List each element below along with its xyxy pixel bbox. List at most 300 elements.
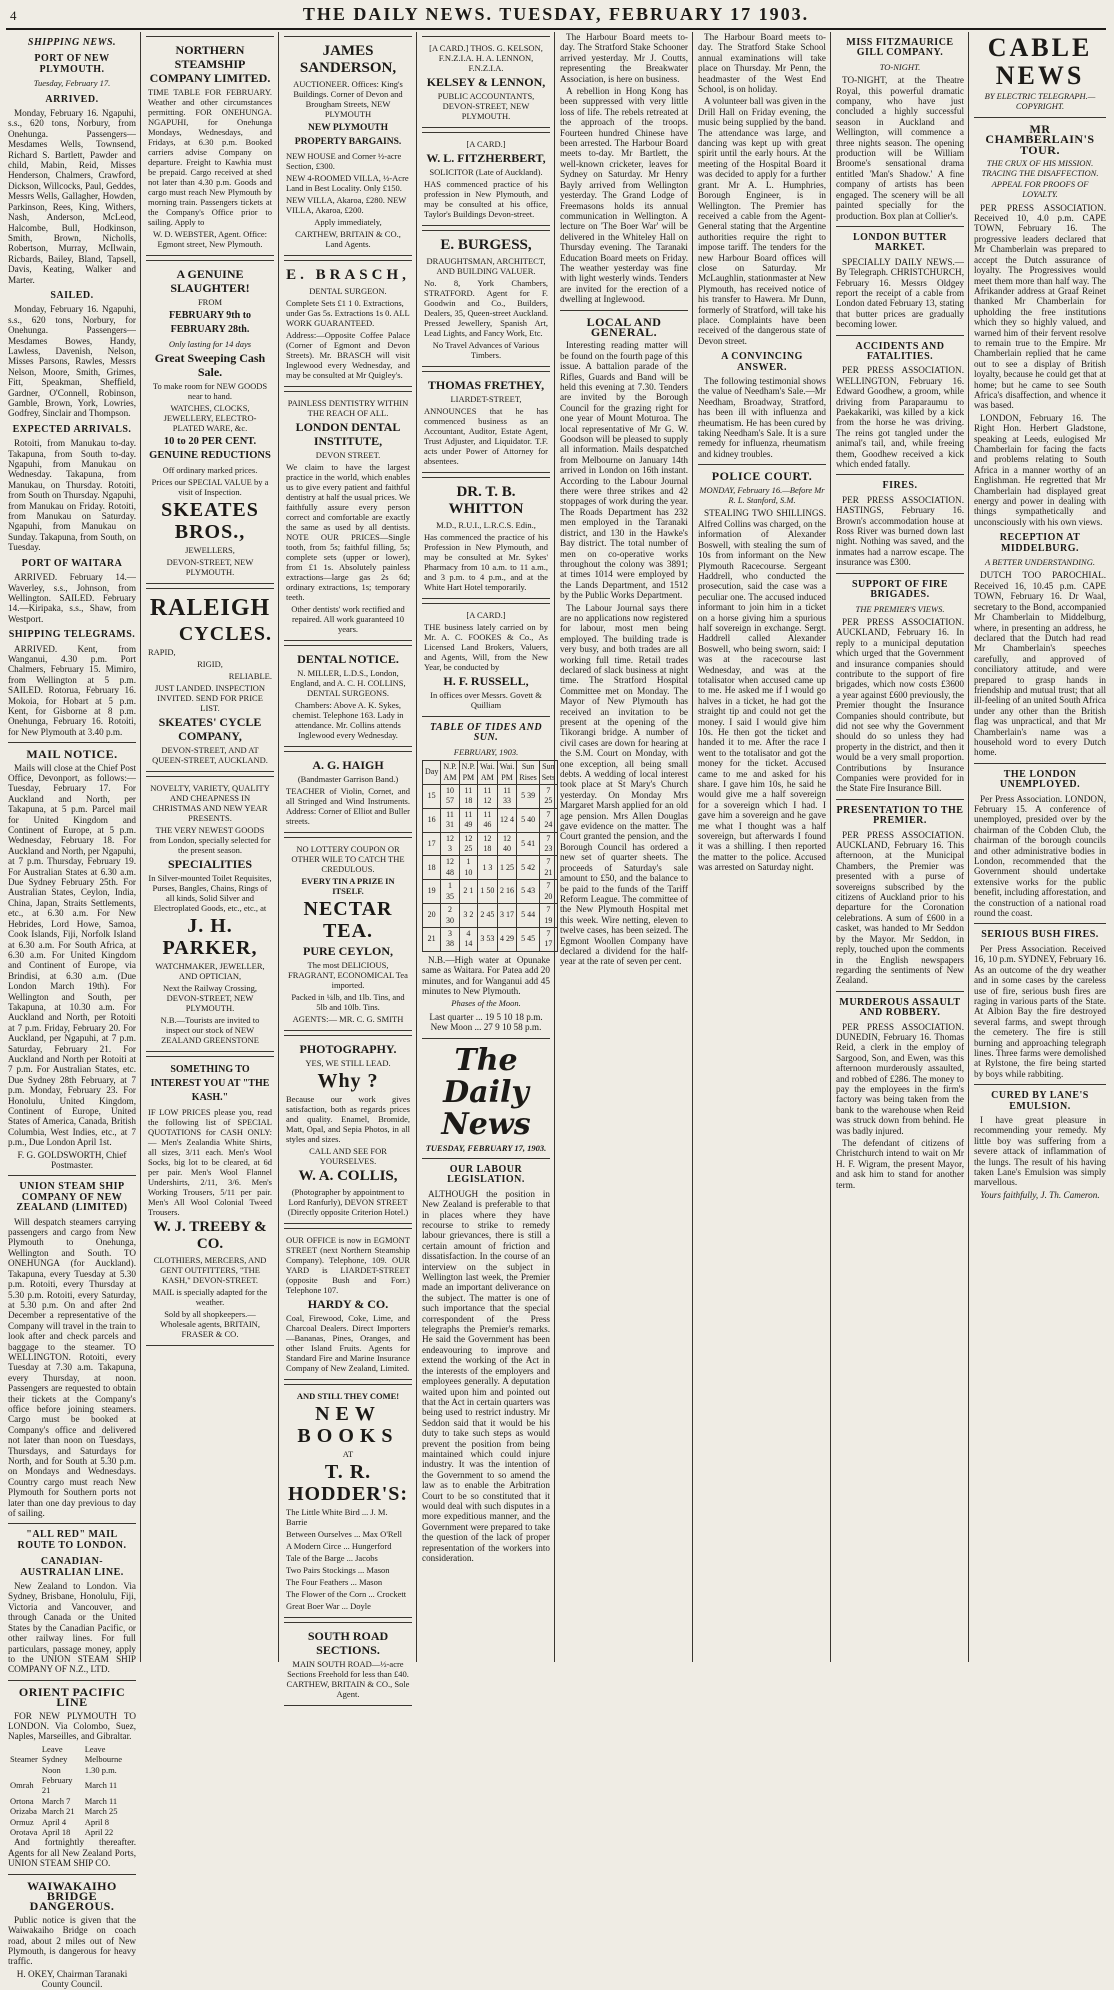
ad-text: NEW VILLA, Akaroa, £280. NEW VILLA, Akaroa, £200. [286,195,407,215]
table-cell: Sun Rises [517,761,539,785]
advertisement [284,1622,412,1706]
ad-signature: CARTHEW, BRITAIN & CO., Land Agents. [295,229,401,249]
column-8 [974,32,1106,1662]
table-cell: 5 42 [517,856,539,880]
ad-brand: A. G. HAIGH [312,758,384,772]
article-text: PER PRESS ASSOCIATION. Received 10, 4.0 p.m. CAPE TOWN, February 16. The progressive leaders declared that Mr Chamberlain was prepared to accept the Dutch assurance of loyalty. The Progressives would meet them more than half way. The Afrikander address at Graaf Reinet thanked Mr Chamberlain for upholding the free institutions which they so highly valued, and warned him of their fervent resolve to remain true to the Empire. Mr Chamberlain replied that he came out to see a display of British loyalty, because he could get that at home; but he came to see South Africa's disaffection, and whence it was based. [974,202,1106,411]
ad-text: No. 8, York Chambers, STRATFORD. Agent for F. Goodwin and Co., Builders, Dealers, 35, Queen-street Auckland. Pressed Jewellery, Spanish Art, Lead Lights, and Fancy Work, Etc. [424,278,548,338]
advertisement [284,1384,412,1618]
advertisement [284,1035,412,1224]
article-text: Last quarter ... 19 5 10 18 p.m. New Moon ... 27 9 10 58 p.m. [429,1011,543,1033]
ad-brand: W. L. FITZHERBERT, [426,151,546,165]
divider [974,1084,1106,1085]
table-cell: 2 45 [478,904,498,928]
table-cell: 11 18 [459,785,477,809]
table-cell: Leave Melbourne 1.30 p.m. [84,1743,122,1775]
ad-text: CALL AND SEE FOR YOURSELVES. [309,1146,387,1166]
section-heading: MAIL NOTICE. [26,747,118,762]
article-text: Interesting reading matter will be found on the fourth page of this issue. A battalion parade of the Rifles, Guards and Band will be held this evening at 7.30. Tenders are invited by the Borough Council for the grazing right for one year of Mount Moturoa. The local representative of Mr G. W. Goodson will be pleased to supply all information. Mails despatched from Melbourne on January 14th arrived in London on 16th instant. According to the Labour Journal there were three strikes and 42 stoppages of work during the year. The Roads Department has 232 men employed in the Taranaki district, and 130 in the Hawke's Bay district. The total number of men on co-operative works throughout the colony was 3891; at times 1014 were employed by the Lands Department, and 1512 by the Public Works Department. [560,340,688,601]
article-text: SPECIALLY DAILY NEWS.—By Telegraph. CHRISTCHURCH, February 16. Messrs Oldgey report the receipt of a cable from London dated February 13, stating that butter prices are gradually becoming lower. [836,256,964,330]
table-cell: 7 17 [539,927,557,951]
divider [836,335,964,336]
ad-text: EVERY TIN A PRIZE IN ITSELF. [301,876,395,896]
ad-text: THE business lately carried on by Mr. A. C. FOOKES & Co., As Licensed Land Brokers, Valuers, and Agents, Will, from the New Year, be conducted by [424,622,548,672]
ad-text: The most DELICIOUS, FRAGRANT, ECONOMICAL Tea imported. [288,960,408,990]
ad-text: Why ? [317,1070,379,1092]
ad-text: DEVON-STREET, AND AT QUEEN-STREET, AUCKLAND. [152,745,268,765]
advertisement [284,837,412,1031]
ad-brand: KELSEY & LENNON, [426,75,546,89]
table-cell: 7 23 [539,832,557,856]
ad-signature: W. D. WEBSTER, Agent. Office: Egmont street, New Plymouth. [152,229,268,249]
ad-title: A GENUINE SLAUGHTER! [170,267,250,295]
list-item: The Little White Bird ... J. M. Barrie [286,1507,388,1527]
masthead-title: THE DAILY NEWS. TUESDAY, FEBRUARY 17 1903. [302,4,810,24]
ad-text: Complete Sets £1 1 0. Extractions, under Gas 5s. Extractions 1s 0. ALL WORK GUARANTEED. [286,298,410,328]
article-text: The Harbour Board meets to-day. The Stratford Stake School annual examinations will take place on Thursday. Mr Penn, the headmaster of the West End School, is on holiday. [698,32,826,95]
ad-text: JUST LANDED. INSPECTION INVITED. SEND FOR PRICE LIST. [154,683,266,713]
ad-text: Coal, Firewood, Coke, Lime, and Charcoal Dealers. Direct Importers—Bananas, Pines, Oranges, and other Island Fruits. Agents for Standard Fire and Marine Insurance Company of New Zealand, Limited. [286,1313,410,1373]
advertisement [284,36,412,256]
table-cell: N.P. AM [441,761,459,785]
table-cell: 1 50 [478,880,498,904]
ad-text: YES, WE STILL LEAD. [305,1058,391,1068]
section-heading: ACCIDENTS AND FATALITIES. [855,340,945,362]
divider [422,1038,550,1039]
signature: F. G. GOLDSWORTH, Chief Postmaster. [17,1149,127,1171]
article-text: New Zealand to London. Via Sydney, Brisbane, Honolulu, Fiji, Victoria and Vancouver, and through Canada or the United States by the Canadian Pacific, or other railway lines. For full particulars, passage money, apply to the UNION STEAM SHIP COMPANY OF N.Z., LTD. [8,1581,136,1675]
divider [836,573,964,574]
article-text: The Harbour Board meets to-day. The Stratford Stake Schooner arrived yesterday. Mr J. Coutts, representing the Breakwater Association, is here on business. [560,32,688,84]
advertisement [146,588,274,772]
table-cell: 15 [423,785,441,809]
section-subheading: A BETTER UNDERSTANDING. [985,557,1095,568]
table-cell: 17 [423,832,441,856]
table-row [423,927,558,951]
section-heading: CURED BY LANE'S EMULSION. [991,1090,1089,1112]
table-cell: 5 39 [517,785,539,809]
advertisement [284,645,412,747]
ad-text: TIME TABLE FOR FEBRUARY. Weather and other circumstances permitting. FOR ONEHUNGA. NGAPUHI, for Onehunga Mondays, Wednesdays, and Fridays, at 6.30 p.m. Booked carriers advise Company on departure. Freight to Kawhia must be prepaid. Cargo received at shed not later than 4.30 p.m. Goods and cargo must reach New Plymouth by morning train. Passengers tickets at the Company's Office prior to sailing. Apply to [148,87,272,227]
table-cell: 4 29 [497,927,517,951]
table-header [8,1744,136,1775]
table-cell: 7 20 [539,880,557,904]
column-2 [146,32,274,1662]
article-text: A rebellion in Hong Kong has been suppressed with very little loss of life. The rebels retreated at the approach of the troops. Fourteen hundred Chinese have been arrested. The Harbour Board meets to-day. Mr Bartlett, the well-known cricketer, leaves for Sydney on Saturday. Mr Henry Bayly arrived from Wellington yesterday. The Grand Lodge of Freemasons holds its annual communication in Wellington. A lecture on 'The Boer War' will be delivered in the Whiteley Hall on Thursday evening. The Taranaki Education Board meets on Friday. The weather yesterday was fine with light westerly winds. Tenders are invited for the erection of a dwelling at Inglewood. [560,86,688,305]
ad-text: Has commenced the practice of his Profession in New Plymouth, and may be consulted at Mr. Sykes' Pharmacy from 10 a.m. to 11 a.m., and 3 p.m. to 4 p.m., and at the White Hart Hotel temporarily. [424,532,548,592]
table-cell: March 25 [84,1806,118,1817]
table-cell: March 7 [41,1795,71,1806]
article-text: Per Press Association. Received 16, 10 p.m. SYDNEY, February 16. As an outcome of the dry weather and in some cases by the careless use of fire, serious bush fires are raging in various parts of the State. At Albion Bay the fire destroyed several farms, and swept through the cemetery. The fire is still burning and approaching telegraph lines. Three farms were demolished at Rylstone, the fire being started by boys while rabbiting. [974,943,1106,1079]
masthead [6,2,1106,30]
tide-table [422,760,558,952]
table-row [423,904,558,928]
ad-brand: H. F. RUSSELL, [443,674,529,688]
page-number: 4 [10,8,18,23]
list-item: The Flower of the Corn ... Crockett [286,1589,407,1599]
paper-nameplate: The Daily News [441,1042,531,1142]
ad-text: N.B.—Tourists are invited to inspect our stock of NEW ZEALAND GREENSTONE [160,1015,260,1045]
ad-text: SOLICITOR (Late of Auckland). [429,167,543,177]
signature: H. OKEY, Chairman Taranaki County Council. [16,1968,128,1990]
article-text: STEALING TWO SHILLINGS. Alfred Collins was charged, on the information of Alexander Boswell, with stealing the sum of 10s from informant on the New Plymouth Racecourse. Sergeant Haddrell, who conducted the prosecution, said the case was a peculiar one. The accused induced informant to join him in a ticket on a horse giving him a spurious half sovereign in exchange. Sergt. Haddrell called Alexander Boswell, who being sworn, said: I was at the racecourse last Wednesday, and was at the totalisator when accused came up to me. He asked me if I would go halves in a ticket, he had got the straight tip and could not get the money. I said I would give him 10s. He then got the ticket and handed it to me. After the race I went to the totalisator and got the money for the ticket. Accused came to me and asked for his share. I gave him 10s, he said he would give me a half sovereign for a sovereign which I had. I gave him a sovereign and he gave me what I thought was a half sovereign, but afterwards I found it was a shilling. I then reported the matter to the police. Accused was arrested on Saturday night. [698,508,826,873]
table-header [423,761,558,785]
ad-text: (Bandmaster Garrison Band.) [297,774,399,784]
article-text: TO-NIGHT, at the Theatre Royal, this powerful dramatic company, who have just concluded a highly successful season in Auckland and Wellington, will commence a three nights season. The opening production will be William Broome's sensational drama entitled 'Man's Shadow.' A fine company of artists has been engaged. The scenery will be all painted specially for the production. Box plan at Collier's. [836,75,964,221]
table-cell: Orizaba [10,1806,37,1817]
table-cell: 12 3 [441,832,459,856]
section-heading: FIRES. [882,480,918,492]
list-item: Between Ourselves ... Max O'Rell [286,1529,403,1539]
advertisement [284,1228,412,1380]
ad-brand: THOMAS FRETHEY, [427,378,545,392]
table-cell: Wai. PM [497,761,517,785]
column-rule [278,32,279,1662]
ad-title: SPECIALITIES [167,857,253,871]
article-text: LONDON, February 16. The Right Hon. Herbert Gladstone, speaking at Leeds, eulogised Mr Chamberlain for facing the facts and problems relating to South Africa in a manner worthy of an Englishman. He regretted that Mr Chamberlain had displayed great energy and power in dealing with things sympathetically and unconsciously with his own views. [974,412,1106,527]
ad-brand: LONDON DENTAL INSTITUTE, [295,420,401,448]
advertisement [422,371,550,473]
ad-text: Next the Railway Crossing, DEVON-STREET, NEW PLYMOUTH. [163,983,257,1013]
table-cell: 2 16 [497,880,517,904]
ad-text: Packed in ¼lb, and 1lb. Tins, and 5lb and 10lb. Tins. [291,992,405,1012]
ad-brand: J. H. PARKER, [162,915,258,959]
section-heading: LOCAL AND GENERAL. [586,314,662,339]
divider [836,991,964,992]
ad-brand: RALEIGH [149,595,271,621]
ad-brand: NECTAR TEA. [303,898,393,942]
column-rule [140,32,141,1662]
article-text: ALTHOUGH the position in New Zealand is preferable to that in places where they have recourse to strike to remedy labour grievances, there is still a certain amount of friction and dissatisfaction. In the course of an interview on the subject in Wellington last week, the Premier made an important deliverance on the subject. The matter is one of such importance that the special correspondent of the Press telegraphs the Premier's remarks. He said the Government has been endeavouring to improve and extend the working of the Act in the interests of the employers and employees generally. A deputation waited upon him and pointed out that the Act in certain quarters was being used to restrict industry. Mr Seddon said that it would be his duty to take such steps as would prevent the position from being maintained which could injure industry. It was the intention of the Government to so amend the law as to enable the Arbitration Court to be so constituted that it would deal with such disputes in a more expeditious manner, and the Government were prepared to take the question of the lack of proper representation of the workers into consideration. [422,1188,550,1563]
column-3 [284,32,412,1699]
ad-text: No Travel Advances of Various Timbers. [432,340,540,360]
ad-brand: W. A. COLLIS, [298,1168,398,1184]
advertisement [284,751,412,833]
ad-brand: SKEATES BROS., [161,499,259,543]
ad-text: PUBLIC ACCOUNTANTS, DEVON-STREET, NEW PLYMOUTH. [437,91,535,121]
article-text: Rotoiti, from Manukau to-day. Takapuna, from South to-day. Ngapuhi, from Manukau on Wednesday. Takapuna, from Manukau, on Thursday. Rotoiti, from South on Thursday. Ngapuhi, from Manukau on Friday. Rotoiti, from Manukau on Saturday. Ngapuhi, from Manukau on Sunday. Takapuna, from South, on Tuesday. [8,438,136,553]
ad-text: JEWELLERS, [185,545,235,555]
ad-text: In Silver-mounted Toilet Requisites, Purses, Bangles, Chains, Rings of all kinds, Solid Silver and Electroplated Goods, etc., etc., at [148,873,272,913]
section-heading: POLICE COURT. [711,469,813,484]
section-heading: ARRIVED. [45,93,99,105]
article-text: A volunteer ball was given in the Drill Hall on Friday evening, the music being supplied by the band. The attendance was large, and dancing was kept up with great spirit until the early hours. At the meeting of the Hospital Board it was decided to apply for a further grant. Mr A. L. Humphries, Borough Engineer, is in Wellington. The Premier has received a cable from the Agent-General stating that the Argentine authorities require the right to impose tariff. The tenders for the new Harbour Board offices will close on Saturday. Mr McLaughlin, stationmaster at New Plymouth, has received notice of his transfer to Hawera. Mr Dunn, formerly of Stratford, will take his place. Complaints have been received of the dangerous state of Devon street. [698,96,826,346]
ad-text: MAIN SOUTH ROAD—½-acre Sections Freehold for less than £40. CARTHEW, BRITAIN & CO., Sole Agent. [286,1659,410,1699]
table-cell: April 22 [84,1827,114,1837]
column-5 [560,32,688,1662]
advertisement [146,1056,274,1346]
ad-text: ANNOUNCES that he has commenced business as an Accountant, Auditor, Estate Agent, Trust Adjuster, and Liquidator. T.F. acts under Power of Attorney for absentees. [424,406,548,466]
ad-text: NO LOTTERY COUPON OR OTHER WILE TO CATCH THE CREDULOUS. [291,844,405,874]
advertisement [422,230,550,367]
ad-text: FEBRUARY 9th to FEBRUARY 28th. [168,310,252,335]
table-cell: 1 10 [459,856,477,880]
table-row [8,1796,136,1806]
article-text: The following testimonial shows the value of Needham's Sale.—Mr Needham, Broadway, Stratford, has been ill with influenza and rheumatism. He has been cured by taking Needham's Sale. It is a sure remedy for influenza, rheumatism and kidney troubles. [698,376,826,459]
section-heading: TABLE OF TIDES AND SUN. [429,722,543,744]
table-cell: February 21 [41,1774,73,1796]
table-cell: Leave Sydney Noon [41,1743,68,1775]
table-cell: 12 40 [497,832,517,856]
ad-text: OUR OFFICE is now in EGMONT STREET (next Northern Steamship Company). Telephone, 109. OUR YARD is LIARDET-STREET (opposite Bush and Forr.) Telephone 107. [286,1235,410,1295]
article-text: I have great pleasure in recommending your remedy. My little boy was suffering from a severe attack of inflammation of the lungs. The result of his having taken Lane's Emulsion was simply marvellous. [974,1114,1106,1188]
table-cell: 11 33 [497,785,517,809]
column-rule [830,32,831,1662]
table-cell: 1 35 [441,880,459,904]
article-text: Mails will close at the Chief Post Office, Devonport, as follows:— Tuesday, February 17. For Auckland and North, per Takapuna, at 5 p.m. Parcel mail for United Kingdom and Continent of Europe, at 5 p.m. Wednesday, February 18. For Auckland and North, per Ngapuhi, at 7 p.m. Thursday, February 19. For Australian States at 6.30 a.m. Due Sydney February 25th. For Australian States, Ceylon, India, China, Japan, Straits Settlements, etc., at 6.30 a.m. For New Hebrides, Lord Howe, Samoa, Cook Islands, Fiji, Norfolk Island at 6.30 a.m. For South Africa, at 6.30 a.m. For United Kingdom and Continent of Europe, via Brindisi, at 6.30 a.m. (Due London March 19th). For Wellington and South, per Takapuna, at 10.30 a.m. For Auckland and North, per Rotoiti at 7 p.m. Friday, February 20. For Auckland, per Ngapuhi, at 7 p.m. Saturday, February 21. For Auckland and North per Rotoiti at 7 p.m. For Australian States, etc. Due Sydney 28th February, at 7 p.m. Monday, February 23. For Honolulu, United Kingdom, Continent of Europe, United States of America, Canada, British Columbia, West Indies, etc., at 7 p.m., Due London April 1st. [8,762,136,1148]
table-cell: 21 [423,927,441,951]
list-item: The Four Feathers ... Mason [286,1577,383,1587]
table-cell: 2 1 [459,880,477,904]
ad-title: NEW PLYMOUTH PROPERTY BARGAINS. [294,123,402,147]
article-text: ARRIVED. Kent, from Wanganui, 4.30 p.m. Port Chalmers, February 15. Mimiro, from Wellington at 5 p.m. SAILED. Rotorua, February 16. Mokoia, for Hobart at 5 p.m. Kent, for Gisborne at 8 p.m. Onehunga, February 16. Rotoiti, for New Plymouth at 3.40 p.m. [8,643,136,737]
table-cell: 1 3 [478,856,498,880]
article-text: And fortnightly thereafter. Agents for all New Zealand Ports, UNION STEAM SHIP CO. [8,1837,136,1869]
section-heading: SUPPORT OF FIRE BRIGADES. [851,578,949,601]
divider [8,1874,136,1875]
table-cell: April 18 [41,1827,71,1837]
table-cell: 11 46 [478,808,498,832]
ad-brand: DR. T. B. WHITTON [448,484,524,517]
table-cell: Steamer [10,1754,38,1765]
ad-text: WATCHMAKER, JEWELLER, AND OPTICIAN, [155,961,265,981]
table-row [423,880,558,904]
ad-text: [A CARD.] [466,139,506,149]
column-rule [968,32,969,1662]
dateline: Tuesday, February 17. [33,78,111,89]
ad-text: AUCTIONEER. Offices: King's Buildings. Corner of Devon and Brougham Streets, NEW PLYMOUTH [293,79,403,119]
list-item: Great Boer War ... Doyle [286,1601,371,1611]
divider [560,310,688,311]
section-heading: ORIENT PACIFIC LINE [18,1684,126,1710]
article-text: Monday, February 16. Ngapuhi, s.s., 620 tons, Norbury, from Onehunga. Passengers—Mesdames Wells, Townsend, Richard S. Bartlett, Pawder and child, Mabin, Reid, Misses Henderson, Chalmers, Crawford, Dickson, Willcocks, Paul, Geddes, Messrs Wells, Gallagher, Howden, Parkinson, Rees, King, Withers, Nash, Anderson, McLeod, Halcombe, Bull, Hodkinson, Smith, Brown, Nicholls, Robertson, Murray, McIlwain, Ricbards, Bailey, Bland, Tapsell, Davis, Keating, Walker and Marter. [8,108,136,285]
ad-text: Because our work gives satisfaction, both as regards prices and quality. Enamel, Bromide, Matt, Opal, and Sepia Photos, in all styles and sizes. [286,1094,410,1144]
ad-text: N. MILLER, L.D.S., London, England, and A. C. H. COLLINS, DENTAL SURGEONS. [290,668,406,698]
table-cell: 3 17 [497,904,517,928]
article-text: PER PRESS ASSOCIATION. DUNEDIN, February 16. Thomas Reid, a clerk in the employ of Sargood, Son, and Ewen, was this afternoon murderously assaulted, and robbed of £286. The money to pay the employees in the firm's factory was being taken from the bank to the warehouse when Reid was struck down from behind. He was badly injured. [836,1021,964,1136]
column-6 [698,32,826,1662]
table-cell: March 11 [84,1795,118,1806]
ad-text: LIARDET-STREET, [450,394,522,404]
ad-text: FROM [197,297,223,307]
ad-brand: W. J. TREEBY & CO. [153,1219,267,1252]
section-subheading: THE CRUX OF HIS MISSION. TRACING THE DISAFFECTION. APPEAL FOR PROOFS OF LOYALTY. [981,158,1099,200]
ad-text: DENTAL SURGEON. [309,286,387,296]
divider [836,474,964,475]
table-cell: April 4 [41,1816,67,1827]
table-cell: 5 44 [517,904,539,928]
section-heading: A CONVINCING ANSWER. [721,351,803,373]
ad-text: To make room for NEW GOODS near to hand. [152,381,268,401]
section-subheading: Phases of the Moon. [451,998,521,1009]
table-cell: 1 25 [497,856,517,880]
ad-text: DEVON-STREET, NEW PLYMOUTH. [166,557,254,577]
ad-text: PAINLESS DENTISTRY WITHIN THE REACH OF ALL. [287,398,409,418]
section-heading: EXPECTED ARRIVALS. [12,423,132,435]
ad-text: 10 to 20 PER CENT. GENUINE REDUCTIONS [149,436,271,461]
ad-text: Other dentists' work rectified and repaired. All work guaranteed 10 years. [291,604,405,634]
table-cell: 7 25 [539,785,557,809]
ad-brand: E. BRASCH, [286,267,410,283]
section-heading: LONDON BUTTER MARKET. [852,231,947,254]
ad-text: NOVELTY, VARIETY, QUALITY AND CHEAPNESS IN CHRISTMAS AND NEW YEAR PRESENTS. [150,783,270,823]
ad-text: Prices our SPECIAL VALUE by a visit of Inspection. [151,477,269,497]
section-heading: PORT OF WAITARA [21,557,123,569]
table-cell: 5 43 [517,880,539,904]
column-rule [416,32,417,1662]
table-cell: 19 [423,880,441,904]
sailing-table [8,1744,136,1838]
ad-text: IF LOW PRICES please you, read the following list of SPECIAL QUOTATIONS for CASH ONLY:— Men's Zealandia White Shirts, all sizes, 3/11 each. Men's Wool Socks, big lot to be cleared, at 6d per pair. Men's Wool Flannel Undershirts, 2/11, 3/6. Men's Working Trousers, 5/11 per pair. Men's All Wool Colonial Tweed Trousers. [148,1107,272,1217]
column-1 [8,32,136,1990]
table-cell: 7 19 [539,904,557,928]
section-heading: MISS FITZMAURICE GILL COMPANY. [846,37,954,59]
table-cell: 3 53 [478,927,498,951]
table-row [423,785,558,809]
table-cell: March 11 [84,1780,118,1791]
article-text: FOR NEW PLYMOUTH TO LONDON. Via Colombo, Suez, Naples, Marseilles, and Gibraltar. [8,1710,136,1742]
section-heading: SHIPPING TELEGRAMS. [8,629,136,641]
column-4 [422,32,556,1662]
advertisement [422,132,550,226]
table-cell: 3 38 [441,927,459,951]
advertisement [284,391,412,641]
article-text: Public notice is given that the Waiwakaiho Bridge on coach road, about 2 miles out of New Plymouth, is dangerous for heavy traffic. [8,1914,136,1967]
table-row [423,856,558,880]
article-text: Per Press Association. LONDON, February 15. A conference of unemployed, presided over by the chairman of the Cobden Club, the chairman of the borough councils and other administrative bodies in London, recommended that the Government should undertake extensive works for the public benefit, including afforestation, and the construction of a national road round the coast. [974,793,1106,919]
advertisement [284,260,412,387]
article-text: PER PRESS ASSOCIATION. WELLINGTON, February 16. Edward Goodhew, a groom, while driving from Paraparaumu to Paekakariki, was killed by a kick from the horse he was driving. The reins got tangled under the animal's tail, and, while freeing them, Goodhew received a kick which ended fatally. [836,365,964,470]
section-heading: UNION STEAM SHIP COMPANY OF NEW ZEALAND (LIMITED) [16,1181,128,1214]
section-heading: WAIWAKAIHO BRIDGE DANGEROUS. [27,1878,117,1914]
section-heading: SHIPPING NEWS. [27,37,117,48]
table-cell: 5 40 [517,808,539,832]
section-heading: THE LONDON UNEMPLOYED. [999,768,1081,791]
ad-text: Off ordinary marked prices. [162,465,258,475]
section-heading: MR CHAMBERLAIN'S TOUR. [985,121,1095,157]
section-heading: SAILED. [50,289,94,301]
table-row [423,808,558,832]
ad-text: CLOTHIERS, MERCERS, AND GENT OUTFITTERS, "THE KASH," DEVON-STREET. [153,1255,267,1285]
ad-text: Sold by all shopkeepers.—Wholesale agents, BRITAIN, FRASER & CO. [160,1309,260,1339]
table-cell: 11 49 [459,808,477,832]
advertisement [422,36,550,128]
ad-text: PURE CEYLON, [302,944,393,958]
ad-text: Chambers: Above A. K. Sykes, chemist. Telephone 163. Lady in attendance. Mr. Collins attends Inglewood every Wednesday. [292,700,404,740]
article-text: Monday, February 16. Ngapuhi, s.s., 620 tons, Norbury, for Onehunga. Passengers—Mesdames Bowes, Handy, Lawless, Davenish, Nelson, Misses Parsons, Rawles, Messrs Nelson, Moore, Smith, Grimes, Fitt, Speakman, Sheffield, Gardner, O'Connell, Robinson, Gamble, Brown, York, Lowries, Godfrey, Sinclair and Thompson. [8,304,136,419]
signature: Yours faithfully, J. Th. Cameron. [980,1189,1100,1200]
ad-text: DRAUGHTSMAN, ARCHITECT, AND BUILDING VALUER. [426,256,546,276]
article-text: PER PRESS ASSOCIATION. AUCKLAND, February 16. In reply to a municipal deputation which urged that the Government and insurance companies should contribute to the support of fire brigades, which now costs £3600 a year against £600 previously, the Premier thought the Insurance Companies should contribute, but did not see why the Government should do so unless they had property in the district, and then it would be a very small proportion. Contributions by Insurance Companies were provided for in the State Fire Insurance Bill. [836,616,964,794]
divider [974,763,1106,764]
article-text: DUTCH TOO PAROCHIAL. Received 16, 10.45 p.m. CAPE TOWN, February 16. Dr Waal, secretary to the Bond, accompanied Mr Chamberlain to Middelburg, where, in presenting an address, he declared that the Dutch had read Mr Chamberlain's speeches carefully, and approved of conciliatory attitude, and were prepared to grasp hands in friendship and mutual trust; that all ill-feeling of an united South Africa under any other than the British flag was unpractical, and that Mr Chamberlain's name was a household word to every Dutch home. [974,570,1106,758]
section-heading: RECEPTION AT MIDDELBURG. [999,532,1081,554]
list-item: A Modern Circe ... Hungerford [286,1541,392,1551]
list-item: Two Pairs Stockings ... Mason [286,1565,390,1575]
table-cell: 11 12 [478,785,498,809]
article-text: Will despatch steamers carrying passengers and cargo from New Plymouth to Onehunga, Wellington and South. TO ONEHUNGA (for Auckland). Takapuna, every Tuesday at 5.30 p.m. Rotoiti, every Thursday at 5.30 p.m. Rotoiti, every Saturday, at 5.30 p.m. On and after 2nd December a representative of the Company will travel in the train to look after and check parcels and baggage to the steamer. TO WELLINGTON. Rotoiti, every Tuesday at 7.30 a.m. Takapuna, every Thursday, at noon. Passengers are requested to obtain their tickets at the Company's office before joining steamers. Cargo must be booked at Company's office and delivered not later than noon on Tuesdays, Thursdays, and Saturdays for North, and for South at 5.30 p.m. on Mondays and Wednesdays. Country cargo must reach New Plymouth for Southern ports not later than one day previous to day of sailing. [8,1216,136,1519]
ad-title: Great Sweeping Cash Sale. [154,351,266,379]
ad-title: NEW BOOKS [297,1403,399,1447]
divider [8,742,136,743]
ad-text: [A CARD.] [466,610,506,620]
divider [8,1523,136,1524]
table-cell: Ortona [10,1795,34,1806]
section-subheading: BY ELECTRIC TELEGRAPH.—COPYRIGHT. [984,91,1096,112]
column-7 [836,32,964,1662]
ad-text: RELIABLE. [228,671,272,681]
section-heading: MURDEROUS ASSAULT AND ROBBERY. [839,996,961,1019]
advertisement [146,36,274,256]
ad-title: NORTHERN STEAMSHIP COMPANY LIMITED. [149,43,271,85]
table-cell: 10 57 [441,785,459,809]
table-cell: 5 41 [517,832,539,856]
table-row [8,1775,136,1796]
dateline: TO-NIGHT. [879,61,921,72]
table-cell: N.P. PM [459,761,477,785]
article-text: The defendant of citizens of Christchurch intend to wait on Mr H. F. Wigram, the present Mayor, and ask him to stand for another term. [836,1138,964,1190]
table-cell: 11 31 [441,808,459,832]
table-cell: 12 25 [459,832,477,856]
ad-title: SOMETHING TO INTEREST YOU AT "THE KASH." [150,1064,270,1103]
ad-text: RIGID, [197,659,223,669]
table-cell: Day [423,761,441,785]
table-cell: 5 45 [517,927,539,951]
divider [422,1158,550,1159]
table-cell: April 8 [84,1816,110,1827]
ad-text: (Photographer by appointment to Lord Ranfurly), DEVON STREET (Directly opposite Criterion Hotel.) [287,1187,409,1217]
table-cell: 3 2 [459,904,477,928]
divider [974,117,1106,118]
table-row [423,832,558,856]
table-cell: 16 [423,808,441,832]
divider [8,1175,136,1176]
dateline: TUESDAY, FEBRUARY 17, 1903. [425,1142,547,1153]
section-heading: PORT OF NEW PLYMOUTH. [34,53,110,75]
ad-title: SOUTH ROAD SECTIONS. [307,1629,389,1657]
table-cell: 7 24 [539,808,557,832]
ad-text: Apply immediately, [314,217,382,227]
ad-text: HAS commenced practice of his profession in New Plymouth, and may be consulted at his office, Taylor's Buildings Devon-street. [424,179,548,219]
ad-text: M.D., R.U.I., L.R.C.S. Edin., [436,520,536,530]
divider [836,226,964,227]
advertisement [146,260,274,584]
article-text: The Labour Journal says there are no applications now registered for labour, most men being employed. The building trade is very busy, and both trades are all working full time. Retail trades declared of slack business at night time. The Stratford Hospital Committee met on Monday. The Mayor of New Plymouth has received an invitation to be present at the opening of the Tikorangi bridge. A number of civil cases are down for hearing at the S.M. Court on Monday, with one exception, all being small debts. A wedding of local interest took place at St Mary's Church yesterday. On Monday Mrs Margaret Marsh applied for an old age pension. Mrs Allen Douglas gave evidence on the matter. The Court granted the pension, and the Borough Council has ordered a new set of quarter sheets. The proceeds of Saturday's sale amount to £50, and the balance to be paid to the funds of the Tariff Reform League. The committee of the New Plymouth Hospital met this week. Wire netting, eleven to twelve cases, has been seized. The Egmont Woollen Company have declared a dividend for the half-year at the rate of seven per cent. [560,602,688,967]
table-cell: 2 30 [441,904,459,928]
divider [8,1680,136,1681]
ad-text: [A CARD.] THOS. G. KELSON, F.N.Z.I.A. H. A. LENNON, F.N.Z.I.A. [429,43,543,73]
ad-text: DEVON STREET. [315,450,381,460]
ad-text: AGENTS:— MR. C. G. SMITH [292,1014,404,1024]
table-cell: 7 21 [539,856,557,880]
ad-title: DENTAL NOTICE. [297,652,399,666]
table-cell: 12 18 [478,832,498,856]
table-row [8,1817,136,1827]
ad-text: RAPID, [148,647,176,657]
table-row [8,1827,136,1837]
table-cell: 4 14 [459,927,477,951]
ad-brand: JAMES SANDERSON, [299,43,397,76]
dateline: MONDAY, February 16.—Before Mr R. L. Stanford, S.M. [699,484,825,506]
section-heading: "ALL RED" MAIL ROUTE TO LONDON. [17,1529,127,1551]
table-cell: 20 [423,904,441,928]
divider [698,464,826,465]
article-text: ARRIVED. February 14.—Waverley, s.s., Johnson, from Wellington. SAILED. February 14.—Kiripaka, s.s., Shaw, from Westport. [8,572,136,624]
ad-brand: T. R. HODDER'S: [287,1461,409,1505]
column-rule [692,32,693,1662]
section-banner: CABLE NEWS [987,33,1093,90]
ad-text: TEACHER of Violin, Cornet, and all Stringed and Wind Instruments. Address: Corner of Elliot and Buller streets. [286,786,410,826]
